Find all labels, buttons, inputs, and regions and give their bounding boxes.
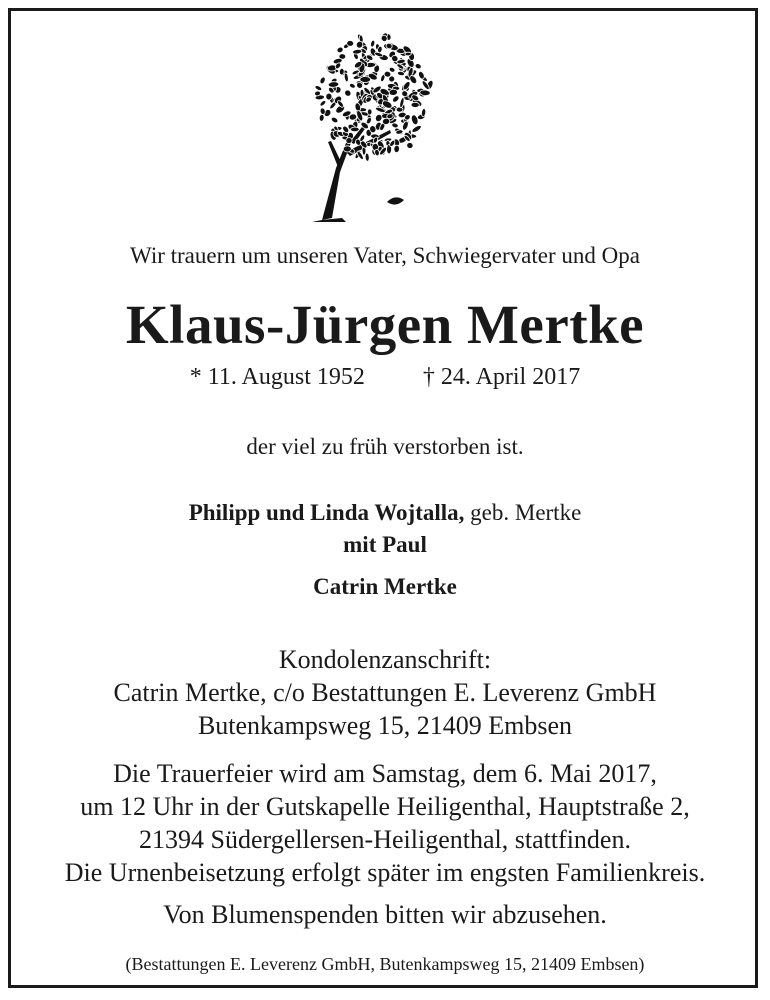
leaf <box>326 93 333 100</box>
leaf <box>420 90 431 96</box>
death-date: † 24. April 2017 <box>422 364 581 390</box>
leaf <box>330 116 339 124</box>
leaf <box>349 83 356 89</box>
condolence-address-2: Butenkampsweg 15, 21409 Embsen <box>197 711 573 740</box>
ceremony-line-4: Die Urnenbeisetzung erfolgt später im engsten Familienkreis. <box>64 858 706 887</box>
life-dates <box>0 364 770 391</box>
ceremony-line-3: 21394 Südergellersen-Heiligenthal, stattfinden. <box>139 825 631 854</box>
leaf <box>414 63 422 70</box>
leaf <box>370 40 376 48</box>
leaf <box>344 73 349 83</box>
leaf <box>328 81 339 88</box>
leaf <box>394 145 400 153</box>
leaf <box>347 40 354 46</box>
leaf <box>391 95 400 104</box>
leaf <box>367 109 372 115</box>
leaf <box>405 52 412 56</box>
deceased-name: Klaus-Jürgen Mertke <box>125 294 645 355</box>
leaf <box>411 124 423 134</box>
leaf <box>396 107 403 112</box>
family-names: Philipp und Linda Wojtalla, <box>188 500 465 525</box>
family-line-3: Catrin Mertke <box>313 574 457 599</box>
leaf <box>319 107 326 115</box>
memorial-note: der viel zu früh verstorben ist. <box>246 434 524 459</box>
leaf <box>389 89 398 96</box>
leaf <box>352 49 362 55</box>
tree-icon <box>300 22 450 227</box>
leaf <box>343 89 352 98</box>
leaf <box>411 102 419 108</box>
leaf <box>360 77 371 83</box>
condolence-label: Kondolenzanschrift: <box>278 645 492 674</box>
leaf <box>319 76 326 85</box>
leaf <box>350 127 359 132</box>
leaf <box>346 137 353 144</box>
leaf <box>366 117 373 125</box>
intro-text: Wir trauern um unseren Vater, Schwiegervater und Opa <box>130 243 640 268</box>
family-maiden-name: geb. Mertke <box>464 500 582 525</box>
leaf <box>336 46 344 54</box>
family-line-1 <box>0 500 770 526</box>
condolence-address-1: Catrin Mertke, c/o Bestattungen E. Leverenz GmbH <box>113 678 657 707</box>
leaf <box>343 146 351 152</box>
leaf <box>319 114 325 122</box>
leaf <box>339 68 344 75</box>
ceremony-line-2: um 12 Uhr in der Gutskapelle Heiligenthal, Hauptstraße 2, <box>80 792 690 821</box>
family-line-2: mit Paul <box>343 532 427 557</box>
leaf <box>406 142 414 149</box>
leaf <box>365 153 370 162</box>
birth-date: * 11. August 1952 <box>189 364 365 390</box>
ceremony-line-1: Die Trauerfeier wird am Samstag, dem 6. Mai 2017, <box>113 759 657 788</box>
leaf <box>319 100 327 108</box>
footer-address: (Bestattungen E. Leverenz GmbH, Butenkampsweg 15, 21409 Embsen) <box>125 954 645 974</box>
flowers-note: Von Blumenspenden bitten wir abzusehen. <box>163 900 607 929</box>
leaf <box>402 80 412 91</box>
leaf <box>314 85 322 92</box>
